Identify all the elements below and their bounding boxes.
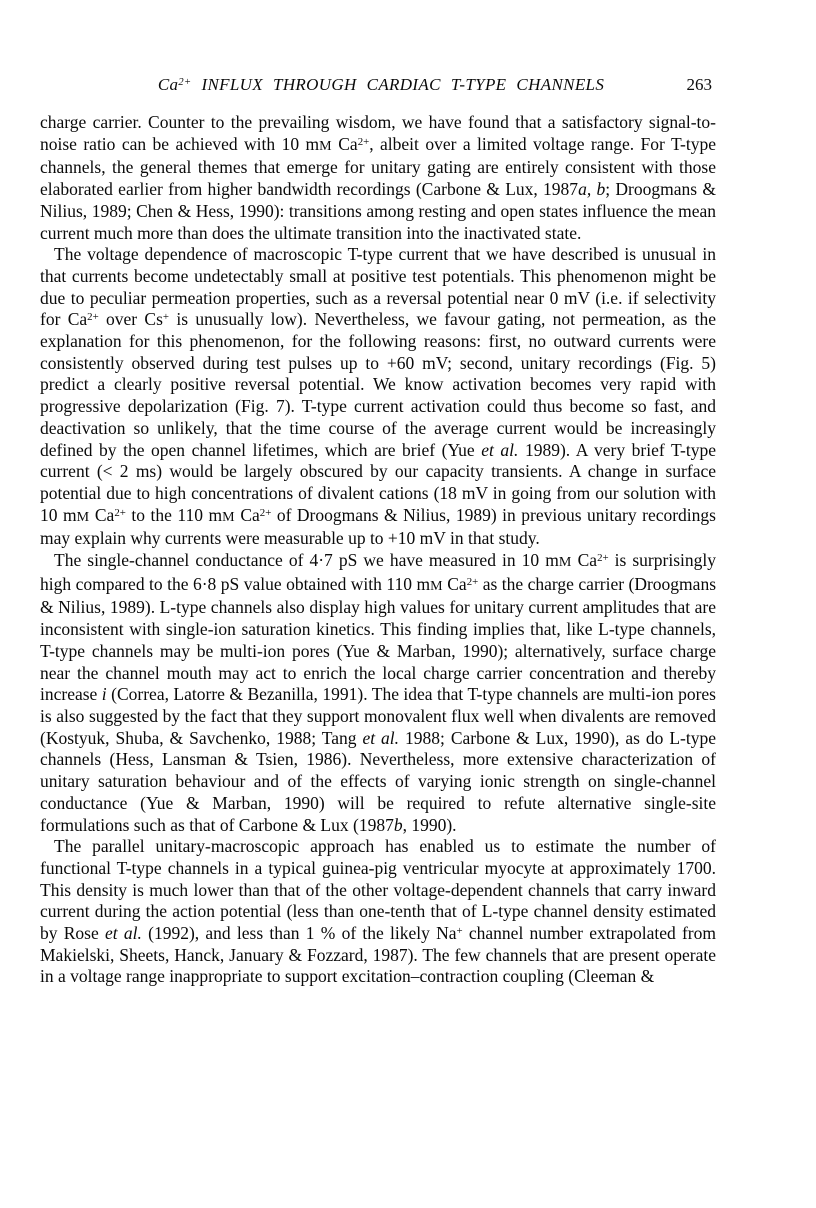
page-body: [40, 112, 716, 988]
page-number: 263: [686, 75, 712, 94]
running-title: $Ca^{2+}$ INFLUX THROUGH CARDIAC T-TYPE CHANNELS: [157, 75, 605, 94]
paragraph-1: charge carrier. Counter to the prevailing wisdom, we have found that a satisfactory signal-to-noise ratio can be achieved with 10 mM $Ca^{2+}$, albeit over a limited voltage range. For T-type channels, the general themes that emerge for unitary gating are entirely consistent with those elaborated earlier from higher bandwidth recordings (Carbone & Lux, 1987a, b; Droogmans & Nilius, 1989; Chen & Hess, 1990): transitions among resting and open states influence the mean current much more than does the ultimate transition into the inactivated state.: [40, 112, 717, 243]
paragraph-2: The voltage dependence of macroscopic T-type current that we have described is unusual in that currents become undetectably small at positive test potentials. This phenomenon might be due to peculiar permeation properties, such as a reversal potential near 0 mV (i.e. if selectivity for $Ca^{2+}$ over Cs+ is unusually low). Nevertheless, we favour gating, not permeation, as the explanation for this phenomenon, for the following reasons: first, no outward currents were consistently observed during test pulses up to +60 mV; second, unitary recordings (Fig. 5) predict a clearly positive reversal potential. We know activation becomes very rapid with progressive depolarization (Fig. 7). T-type current activation could thus become so fast, and deactivation so unlikely, that the time course of the average current would be increasingly defined by the open channel lifetimes, which are brief (Yue et al. 1989). A very brief T-type current (< 2 ms) would be largely obscured by our capacity transients. A change in surface potential due to high concentrations of divalent cations (18 mV in going from our solution with 10 mM $Ca^{2+}$ to the 110 mM $Ca^{2+}$ of Droogmans & Nilius, 1989) in previous unitary recordings may explain why currents were measurable up to +10 mV in that study.: [40, 244, 716, 549]
running-head: [40, 72, 776, 98]
paragraph-3: The single-channel conductance of 4·7 pS we have measured in 10 mM $Ca^{2+}$ is surprisingly high compared to the 6·8 pS value obtained with 110 mM $Ca^{2+}$ as the charge carrier (Droogmans & Nilius, 1989). L-type channels also display high values for unitary current amplitudes that are inconsistent with single-ion saturation kinetics. This finding implies that, like L-type channels, T-type channels may be multi-ion pores (Yue & Marban, 1990); alternatively, surface charge near the channel mouth may act to enrich the local charge carrier concentration and thereby increase i (Correa, Latorre & Bezanilla, 1991). The idea that T-type channels are multi-ion pores is also suggested by the fact that they support monovalent flux well when divalents are removed (Kostyuk, Shuba, & Savchenko, 1988; Tang et al. 1988; Carbone & Lux, 1990), as do L-type channels (Hess, Lansman & Tsien, 1986). Nevertheless, more extensive characterization of unitary saturation behaviour and of the effects of varying ionic strength on single-channel conductance (Yue & Marban, 1990) will be required to refute alternative single-site formulations such as that of Carbone & Lux (1987b, 1990).: [40, 550, 716, 835]
paragraph-4: The parallel unitary-macroscopic approach has enabled us to estimate the number of functional T-type channels in a typical guinea-pig ventricular myocyte at approximately 1700. This density is much lower than that of the other voltage-dependent channels that carry inward current during the action potential (less than one-tenth that of L-type channel density estimated by Rose et al. (1992), and less than 1 % of the likely Na+ channel number extrapolated from Makielski, Sheets, Hanck, January & Fozzard, 1987). The few channels that are present operate in a voltage range inappropriate to support excitation–contraction coupling (Cleeman &: [40, 836, 717, 987]
